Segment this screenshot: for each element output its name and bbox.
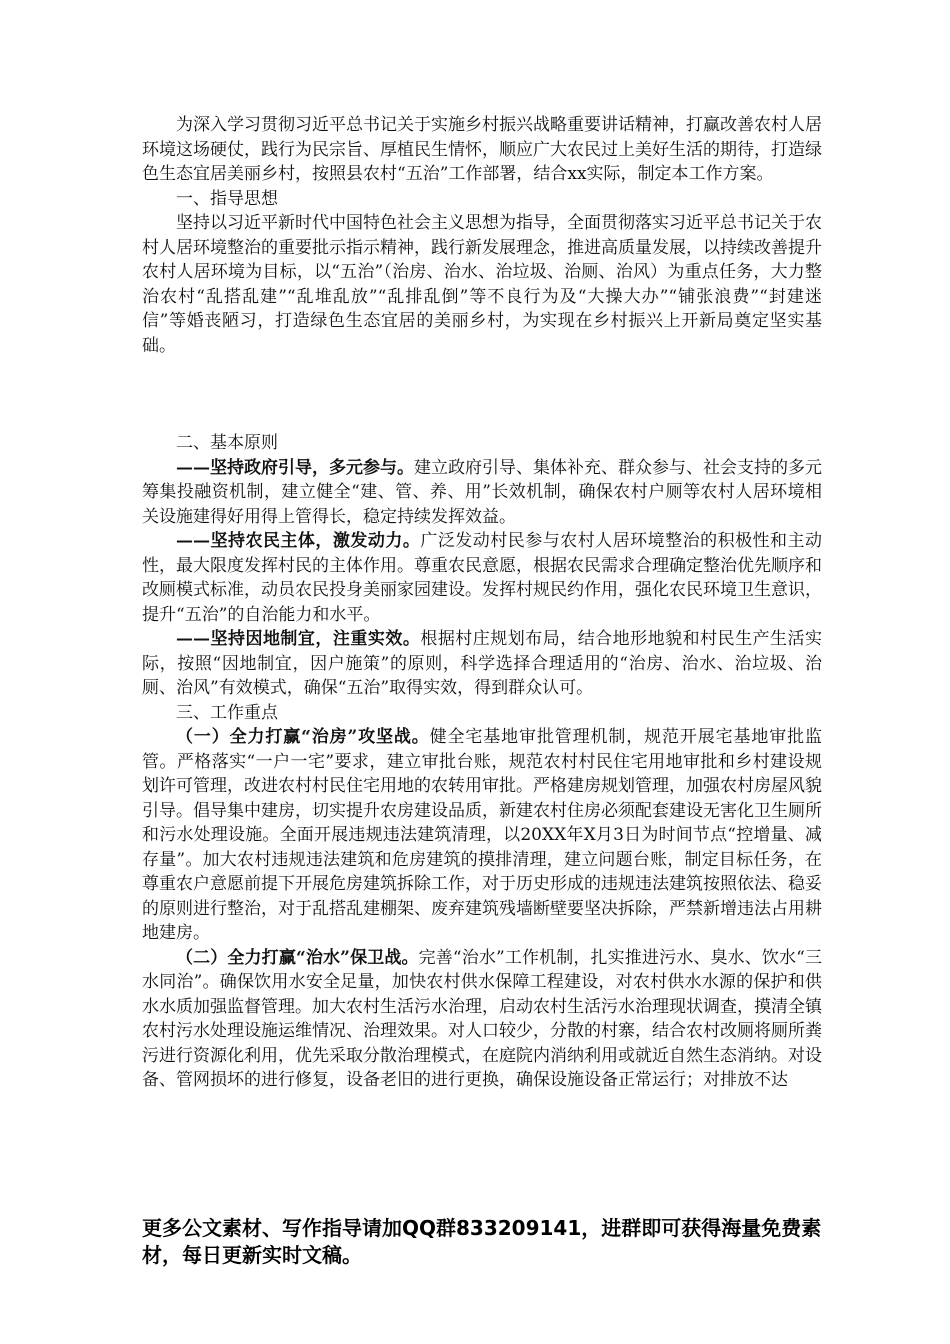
section-1-paragraph: 坚持以习近平新时代中国特色社会主义思想为指导，全面贯彻落实习近平总书记关于农村人居环境整治的重要批示指示精神，践行新发展理念，推进高质量发展，以持续改善提升农村人居环境为目标，以“五治”（治房、治水、治垃圾、治厕、治风）为重点任务，大力整治农村“乱搭乱建”“乱堆乱放”“乱排乱倒”等不良行为及“大操大办”“铺张浪费”“封建迷信”等婚丧陋习，打造绿色生态宜居的美丽乡村，为实现在乡村振兴上开新局奠定坚实基础。 <box>142 213 822 356</box>
section-3-heading: 三、工作重点 <box>176 702 278 723</box>
focus-1-paragraph <box>142 725 822 946</box>
focus-2-text: 完善“治水”工作机制，扎实推进污水、臭水、饮水“三水同治”。确保饮用水安全足量，加快农村供水保障工程建设，对农村供水水源的保护和供水水质加强监督管理。加大农村生活污水治理，启动农村生活污水治理现状调查，摸清全镇农村污水处理设施运维情况、治理效果。对人口较少，分散的村寨，结合农村改厕将厕所粪污进行资源化利用，优先采取分散治理模式，在庭院内消纳利用或就近自然生态消纳。对设备、管网损坏的进行修复，设备老旧的进行更换，确保设施设备正常运行；对排放不达 <box>142 947 822 1090</box>
principle-1-title: ——坚持政府引导，多元参与。 <box>176 457 414 478</box>
principle-2-text: 广泛发动村民参与农村人居环境整治的积极性和主动性，最大限度发挥村民的主体作用。尊重农民意愿，根据农民需求合理确定整治优先顺序和改厕模式标准，动员农民投身美丽家园建设。发挥村规民约作用，强化农民环境卫生意识，提升“五治”的自治能力和水平。 <box>142 531 823 625</box>
document-body <box>142 113 822 1093</box>
section-2-heading: 二、基本原则 <box>176 433 278 453</box>
principle-2-title: ——坚持农民主体，激发动力。 <box>176 531 421 551</box>
intro-paragraph: 为深入学习贯彻习近平总书记关于实施乡村振兴战略重要讲话精神，打赢改善农村人居环境这场硬仗，践行为民宗旨、厚植民生情怀，顺应广大农民过上美好生活的期待，打造绿色生态宜居美丽乡村，按照县农村“五治”工作部署，结合xx实际，制定本工作方案。 <box>142 115 822 184</box>
focus-2-title: （二）全力打赢“治水”保卫战。 <box>176 947 419 968</box>
principle-3-title: ——坚持因地制宜，注重实效。 <box>176 629 421 649</box>
section-1-heading: 一、指导思想 <box>176 188 278 209</box>
focus-2-paragraph <box>142 946 822 1093</box>
principle-1-text: 建立政府引导、集体补充、群众参与、社会支持的多元筹集投融资机制，建立健全“建、管、养、用”长效机制，确保农村户厕等农村人居环境相关设施建得好用得上管得长，稳定持续发挥效益。 <box>142 457 822 527</box>
focus-1-text: 健全宅基地审批管理机制，规范开展宅基地审批监管。严格落实“一户一宅”要求，建立审批台账，规范农村村民住宅用地审批和乡村建设规划许可管理，改进农村村民住宅用地的农转用审批。严格建房规划管理，加强农村房屋风貌引导。倡导集中建房，切实提升农房建设品质，新建农村住房必须配套建设无害化卫生厕所和污水处理设施。全面开展违规违法建筑清理，以20XX年X月3日为时间节点“控增量、减存量”。加大农村违规违法建筑和危房建筑的摸排清理，建立问题台账，制定目标任务，在尊重农户意愿前提下开展危房建筑拆除工作，对于历史形成的违规违法建筑按照依法、稳妥的原则进行整治，对于乱搭乱建棚架、废弃建筑残墙断壁要坚决拆除，严禁新增违法占用耕地建房。 <box>142 727 822 943</box>
principle-2-paragraph <box>142 529 822 627</box>
blank-gap <box>142 358 822 431</box>
principle-1-paragraph <box>142 456 822 530</box>
focus-1-title: （一）全力打赢“治房”攻坚战。 <box>176 727 430 747</box>
principle-3-text: 根据村庄规划布局，结合地形地貌和村民生产生活实际，按照“因地制宜，因户施策”的原则，科学选择合理适用的“治房、治水、治垃圾、治厕、治风”有效模式，确保“五治”取得实效，得到群众认可。 <box>142 629 823 698</box>
promo-footer: 更多公文素材、写作指导请加QQ群833209141，进群即可获得海量免费素材，每日更新实时文稿。 <box>142 1216 822 1267</box>
principle-3-paragraph <box>142 627 822 701</box>
